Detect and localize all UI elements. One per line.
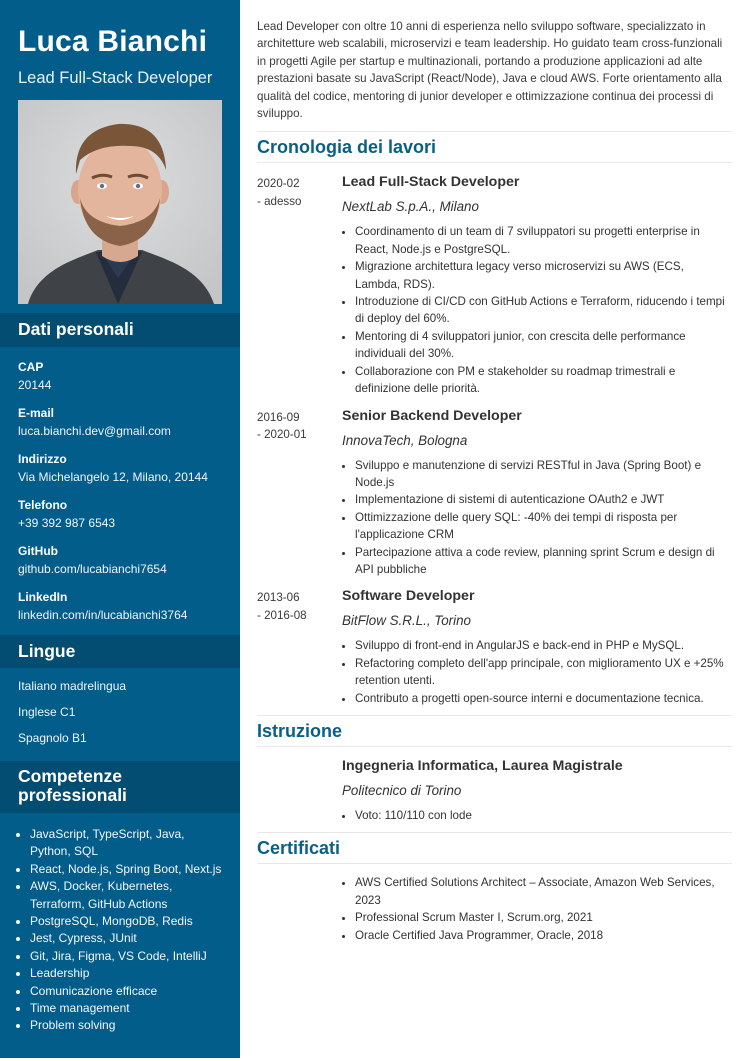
candidate-headline: Lead Full-Stack Developer xyxy=(18,69,213,87)
job-bullet: • Implementazione di sistemi di autenticazione OAuth2 e JWT xyxy=(355,491,732,508)
personal-data-item-github xyxy=(18,543,222,578)
job-bullet: • Sviluppo di front-end in AngularJS e back-end in PHP e MySQL. xyxy=(355,637,732,654)
job-bullet: • Ottimizzazione delle query SQL: -40% dei tempi di risposta per l'applicazione CRM xyxy=(355,509,732,544)
skill-item: • Git, Jira, Figma, VS Code, IntelliJ xyxy=(30,948,222,965)
certificate-item: • Professional Scrum Master I, Scrum.org, 2021 xyxy=(355,909,732,926)
job-bullet: • Collaborazione con PM e stakeholder su roadmap trimestrali e definizione delle priorità. xyxy=(355,363,732,398)
experience-details xyxy=(342,173,732,397)
job-role: Software Developer xyxy=(342,588,475,605)
job-bullet: • Sviluppo e manutenzione di servizi RESTful in Java (Spring Boot) e Node.js xyxy=(355,457,732,492)
profile-photo xyxy=(18,100,222,304)
job-bullets xyxy=(342,223,732,397)
job-bullet: • Refactoring completo dell'app principale, con miglioramento UX e +25% retention utenti. xyxy=(355,655,732,690)
candidate-name: Luca Bianchi xyxy=(18,25,208,58)
linkedin-link[interactable]: linkedin.com/in/lucabianchi3764 xyxy=(18,608,188,622)
skill-item: • JavaScript, TypeScript, Java, Python, SQL xyxy=(30,826,222,861)
skill-item: • React, Node.js, Spring Boot, Next.js xyxy=(30,861,222,878)
job-company: NextLab S.p.A., Milano xyxy=(342,199,479,215)
person-portrait-icon xyxy=(18,100,222,304)
education-entry xyxy=(257,747,732,824)
experience-details xyxy=(342,407,732,579)
personal-data-heading: Dati personali xyxy=(0,313,240,347)
education-bullet: • Voto: 110/110 con lode xyxy=(355,807,732,824)
certificate-item: • Oracle Certified Java Programmer, Oracle, 2018 xyxy=(355,927,732,944)
job-role: Senior Backend Developer xyxy=(342,407,522,424)
phone-value: +39 392 987 6543 xyxy=(18,516,116,530)
school-name: Politecnico di Torino xyxy=(342,782,462,798)
address-value: Via Michelangelo 12, Milano, 20144 xyxy=(18,470,208,484)
education-details xyxy=(342,757,732,824)
date-start: 2016-09 xyxy=(257,410,300,424)
experience-details xyxy=(342,587,732,707)
education-dates xyxy=(257,757,342,824)
date-start: 2020-02 xyxy=(257,177,300,191)
certificates-details xyxy=(342,874,732,944)
personal-data-item-cap xyxy=(18,359,222,394)
personal-data-item-address xyxy=(18,451,222,486)
personal-data-list xyxy=(0,347,240,624)
job-company: InnovaTech, Bologna xyxy=(342,432,468,448)
languages-heading: Lingue xyxy=(0,635,240,668)
skill-item: • AWS, Docker, Kubernetes, Terraform, GitHub Actions xyxy=(30,878,222,913)
skill-item: • PostgreSQL, MongoDB, Redis xyxy=(30,913,222,930)
experience-dates xyxy=(257,407,342,579)
certificates-entry xyxy=(257,864,732,944)
skills-list xyxy=(0,813,240,1035)
github-label: GitHub xyxy=(18,544,58,558)
experience-entry xyxy=(257,163,732,397)
date-start: 2013-06 xyxy=(257,591,300,605)
address-label: Indirizzo xyxy=(18,452,67,466)
languages-list xyxy=(0,668,240,761)
date-end: - 2016-08 xyxy=(257,608,307,622)
job-bullet: • Migrazione architettura legacy verso microservizi su AWS (ECS, Lambda, RDS). xyxy=(355,258,732,293)
experience-entry xyxy=(257,398,732,579)
certificates-dates xyxy=(257,874,342,944)
job-bullet: • Introduzione di CI/CD con GitHub Actions e Terraform, riducendo i tempi di deploy del 60%. xyxy=(355,293,732,328)
linkedin-label: LinkedIn xyxy=(18,590,68,604)
skill-item: • Problem solving xyxy=(30,1017,222,1034)
phone-label: Telefono xyxy=(18,498,68,512)
date-end: - adesso xyxy=(257,194,302,208)
date-end: - 2020-01 xyxy=(257,427,307,441)
job-bullet: • Coordinamento di un team di 7 sviluppatori su progetti enterprise in React, Node.js e PostgreSQL. xyxy=(355,223,732,258)
skill-item: • Leadership xyxy=(30,965,222,982)
sidebar xyxy=(0,0,240,1058)
skill-item: • Jest, Cypress, JUnit xyxy=(30,930,222,947)
language-item: Inglese C1 xyxy=(18,705,76,719)
skill-item: • Time management xyxy=(30,1000,222,1017)
skill-item: • Comunicazione efficace xyxy=(30,983,222,1000)
certificate-item: • AWS Certified Solutions Architect – Associate, Amazon Web Services, 2023 xyxy=(355,874,732,909)
job-bullets xyxy=(342,457,732,579)
job-bullet: • Partecipazione attiva a code review, planning sprint Scrum e design di API pubbliche xyxy=(355,544,732,579)
degree-title: Ingegneria Informatica, Laurea Magistrale xyxy=(342,757,623,774)
cap-value: 20144 xyxy=(18,378,52,392)
main-content xyxy=(257,0,732,944)
education-bullets xyxy=(342,807,732,824)
education-heading: Istruzione xyxy=(257,715,732,747)
personal-data-item-email xyxy=(18,405,222,440)
experience-heading: Cronologia dei lavori xyxy=(257,131,732,163)
experience-dates xyxy=(257,587,342,707)
experience-entry xyxy=(257,578,732,707)
job-bullet: • Mentoring di 4 sviluppatori junior, con crescita delle performance individuali del 30%. xyxy=(355,328,732,363)
language-item: Italiano madrelingua xyxy=(18,679,127,693)
email-link[interactable]: luca.bianchi.dev@gmail.com xyxy=(18,424,171,438)
professional-summary: Lead Developer con oltre 10 anni di esperienza nello sviluppo software, specializzato in architetture web scalabili, microservizi e team leadership. Ho guidato team cross-funzionali in progetti Agile per startup e multinazionali, portando a produzione applicazioni ad alte prestazioni basate su JavaScript (React/Node), Java e cloud AWS. Forte orientamento alla qualità del codice, mentoring di junior developer e ottimizzazione continua dei processi di sviluppo. xyxy=(257,20,723,121)
experience-dates xyxy=(257,173,342,397)
github-link[interactable]: github.com/lucabianchi7654 xyxy=(18,562,167,576)
personal-data-item-linkedin xyxy=(18,589,222,624)
personal-data-item-phone xyxy=(18,497,222,532)
language-item: Spagnolo B1 xyxy=(18,731,87,745)
certificates-heading: Certificati xyxy=(257,832,732,864)
certificates-list xyxy=(342,874,732,944)
email-label: E-mail xyxy=(18,406,55,420)
job-company: BitFlow S.R.L., Torino xyxy=(342,613,471,629)
skills-heading: Competenze professionali xyxy=(0,761,240,813)
job-role: Lead Full-Stack Developer xyxy=(342,174,520,191)
job-bullet: • Contributo a progetti open-source interni e documentazione tecnica. xyxy=(355,690,732,707)
cap-label: CAP xyxy=(18,360,44,374)
job-bullets xyxy=(342,637,732,707)
